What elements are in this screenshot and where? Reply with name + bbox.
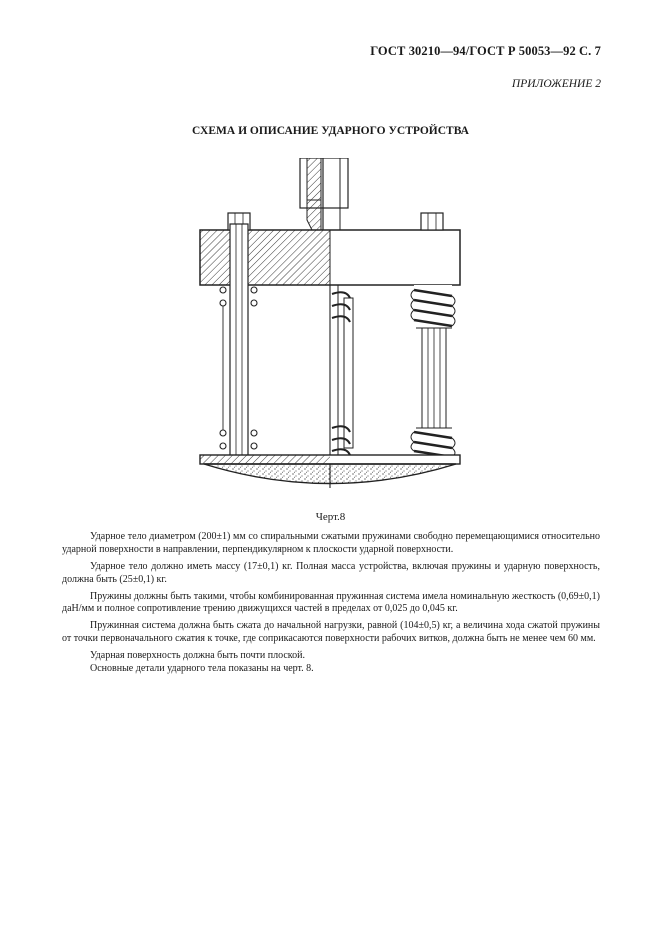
right-nut	[421, 213, 443, 230]
impact-device-drawing	[190, 158, 470, 503]
page-title: СХЕМА И ОПИСАНИЕ УДАРНОГО УСТРОЙСТВА	[192, 125, 469, 137]
paragraph-4: Пружинная система должна быть сжата до начальной нагрузки, равной (104±0,5) кг, а величина хода сжатой пружины от точки первоначального сжатия к точке, где соприкасаются поверхности рабочих витков, должна быть не менее чем 60 мм.	[62, 620, 600, 645]
impact-base	[200, 455, 460, 484]
description-text	[62, 531, 600, 676]
paragraph-1: Ударное тело диаметром (200±1) мм со спиральными сжатыми пружинами свободно перемещающимися относительно ударной поверхности в направлении, перпендикулярном к плоскости ударной поверхности.	[62, 531, 600, 555]
document-header: ГОСТ 30210—94/ГОСТ Р 50053—92 С. 7	[370, 44, 601, 58]
appendix-label: ПРИЛОЖЕНИЕ 2	[511, 78, 601, 90]
figure-caption: Черт.8	[315, 511, 346, 523]
paragraph-6: Основные детали ударного тела показаны на черт. 8.	[90, 663, 314, 675]
paragraph-2: Ударное тело должно иметь массу (17±0,1) кг. Полная масса устройства, включая пружины и ударную поверхность, должна быть (25±0,1) кг.	[62, 560, 600, 585]
vertical-rod	[300, 158, 348, 230]
paragraph-5: Ударная поверхность должна быть почти плоской.	[90, 650, 305, 662]
left-guide-rod	[230, 224, 248, 456]
paragraph-3: Пружины должны быть такими, чтобы комбинированная пружинная система имела номинальную жесткость (0,69±0,1) даН/мм и полное сопротивление трению движущихся частей в пределах от 0,025 до 0,045 кг.	[62, 590, 600, 615]
right-spring	[411, 285, 455, 457]
